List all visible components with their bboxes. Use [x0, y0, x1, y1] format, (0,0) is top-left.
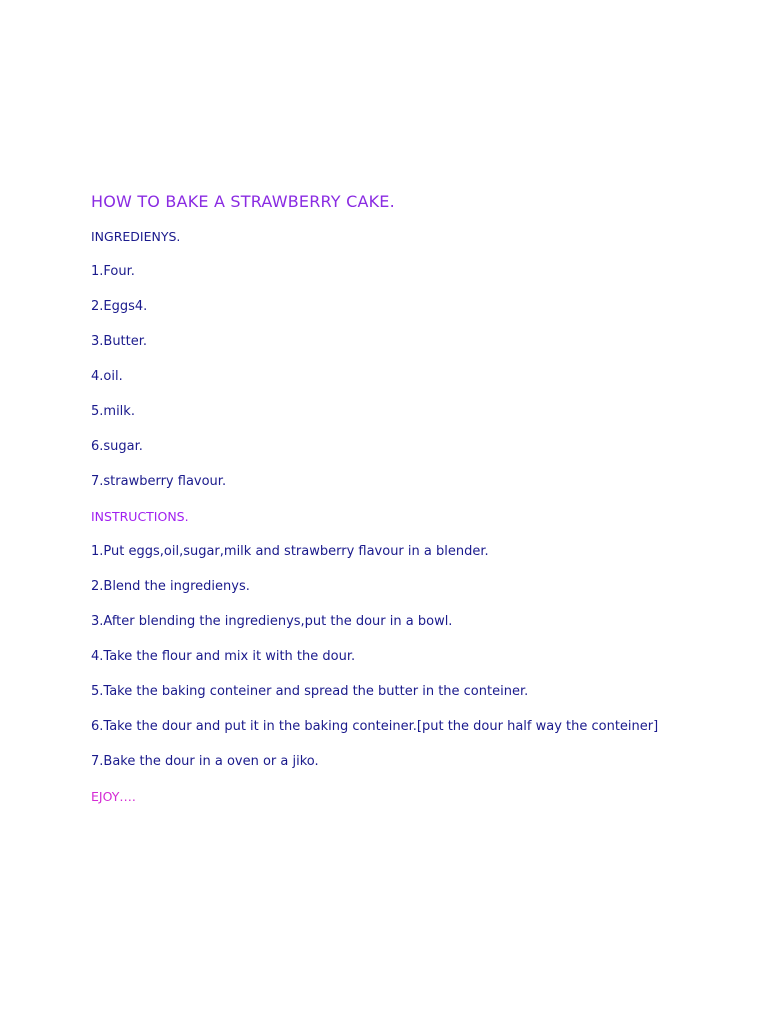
- ingredient-item: 4.oil.: [91, 369, 123, 384]
- closing-text: EJOY….: [91, 789, 136, 804]
- ingredient-item: 6.sugar.: [91, 439, 143, 454]
- instructions-heading: INSTRUCTIONS.: [91, 509, 189, 524]
- instruction-step: 2.Blend the ingredienys.: [91, 579, 250, 594]
- instructions-list: [91, 543, 731, 771]
- ingredient-item: 2.Eggs4.: [91, 299, 148, 314]
- instruction-step: 3.After blending the ingredienys,put the dour in a bowl.: [91, 614, 453, 629]
- ingredients-heading: INGREDIENYS.: [91, 229, 181, 244]
- instruction-step: 6.Take the dour and put it in the baking conteiner.[put the dour half way the conteiner]: [91, 719, 659, 734]
- instruction-step: 5.Take the baking conteiner and spread the butter in the conteiner.: [91, 684, 529, 699]
- ingredient-item: 3.Butter.: [91, 334, 148, 349]
- ingredient-item: 5.milk.: [91, 404, 135, 419]
- instruction-step: 1.Put eggs,oil,sugar,milk and strawberry flavour in a blender.: [91, 544, 489, 559]
- ingredients-list: [91, 263, 731, 491]
- document-title: HOW TO BAKE A STRAWBERRY CAKE.: [91, 192, 395, 211]
- instruction-step: 7.Bake the dour in a oven or a jiko.: [91, 754, 319, 769]
- instruction-step: 4.Take the flour and mix it with the dour.: [91, 649, 356, 664]
- ingredient-item: 1.Four.: [91, 264, 135, 279]
- document-page: [91, 190, 731, 806]
- ingredient-item: 7.strawberry flavour.: [91, 474, 227, 489]
